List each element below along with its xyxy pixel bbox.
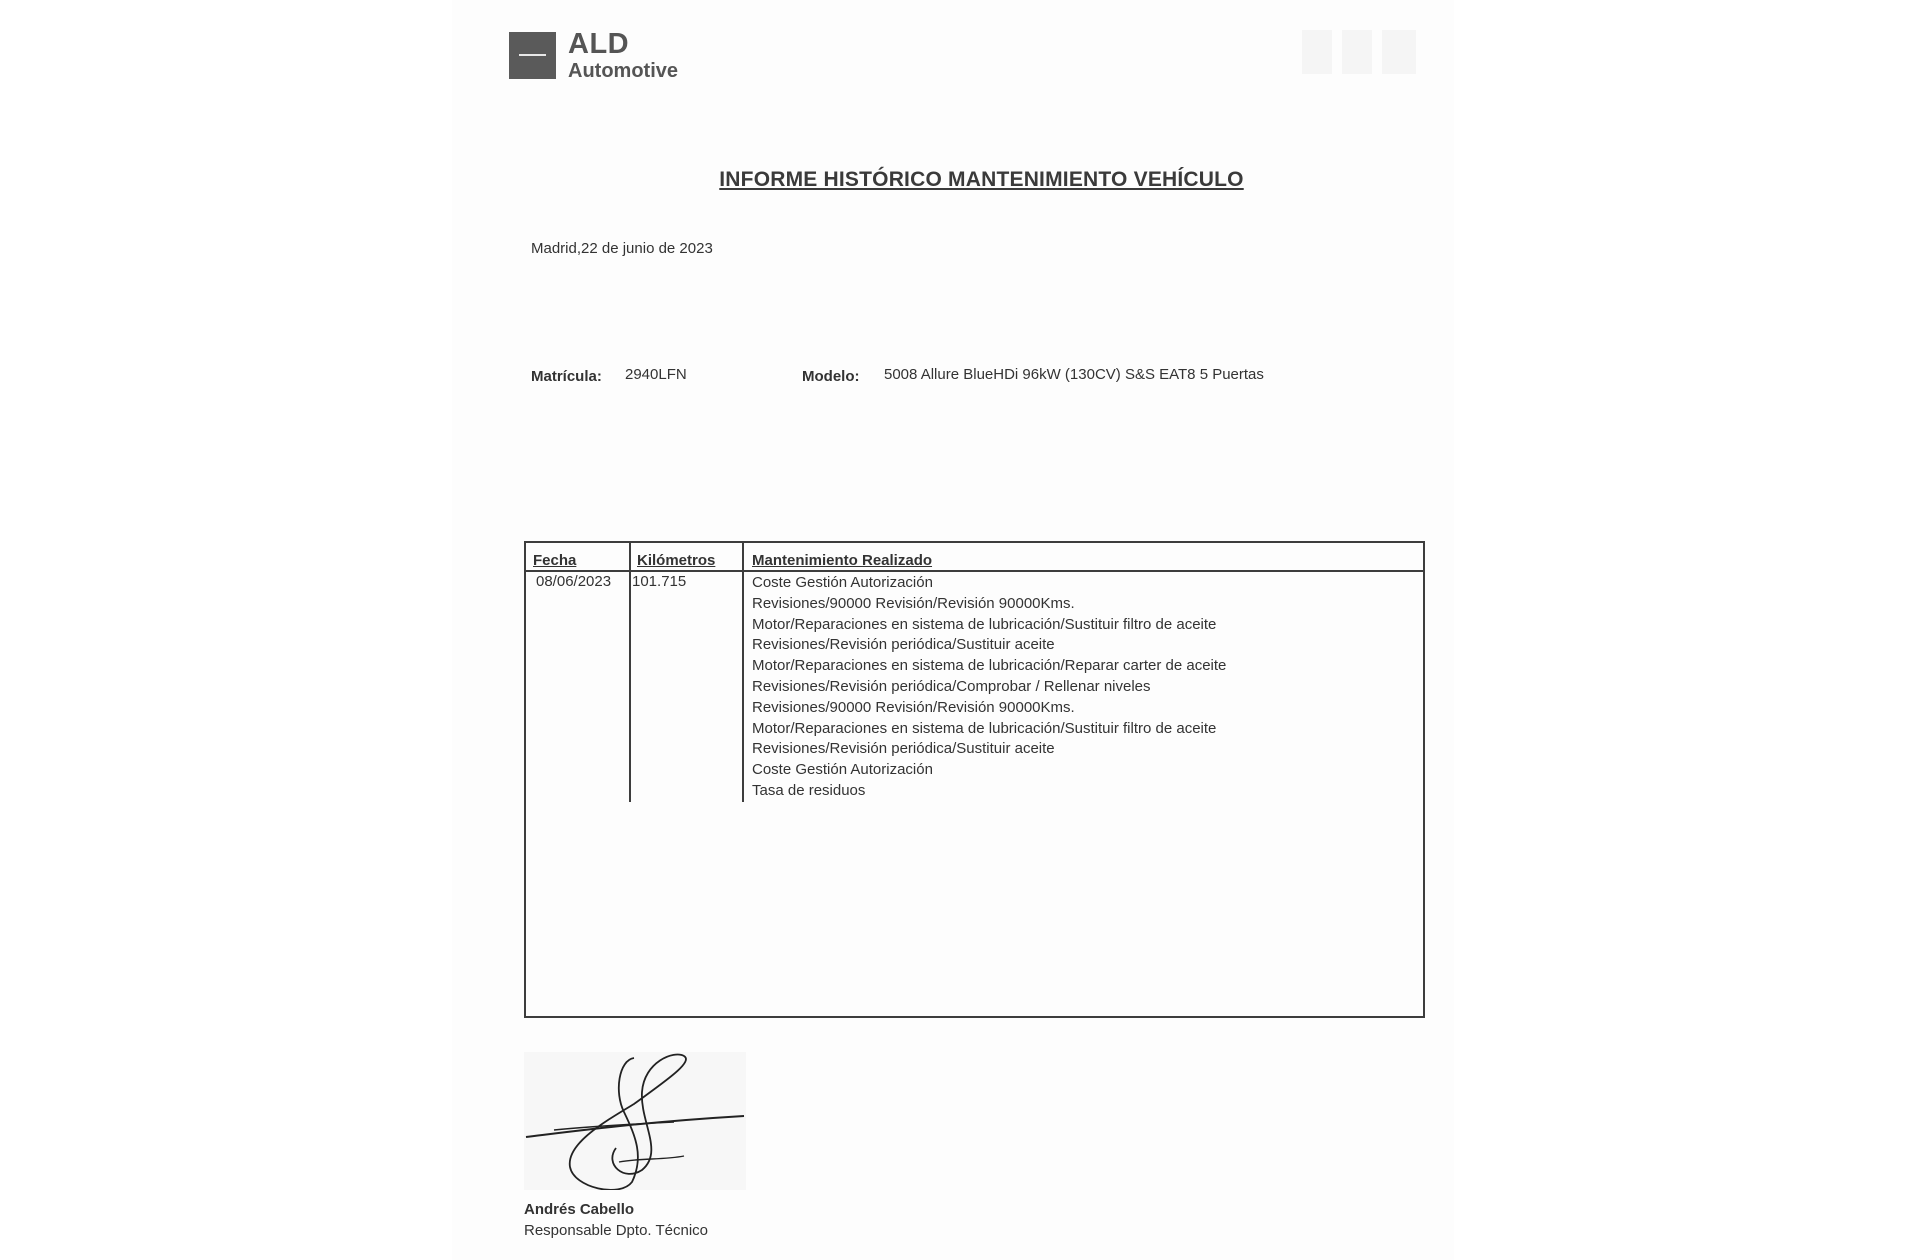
header-mantenimiento: Mantenimiento Realizado [752,552,933,569]
list-item: Revisiones/Revisión periódica/Comprobar / Rellenar niveles [752,677,1151,695]
model-label: Modelo: [802,368,860,385]
logo-wordmark [568,27,678,82]
signatory-role: Responsable Dpto. Técnico [524,1222,708,1239]
list-item: Revisiones/Revisión periódica/Sustituir aceite [752,740,1055,758]
plate-label: Matrícula: [531,368,602,385]
table-cell-km: 101.715 [632,573,687,590]
list-item: Revisiones/90000 Revisión/Revisión 90000Kms. [752,698,1075,716]
column-divider-1 [629,543,631,802]
maintenance-table [524,541,1425,1018]
logo-mark-icon [509,32,556,79]
list-item: Coste Gestión Autorización [752,761,933,779]
model-value: 5008 Allure BlueHDi 96kW (130CV) S&S EAT8 5 Puertas [884,366,1264,383]
page-title [0,168,1920,192]
ald-automotive-logo [509,27,678,82]
faint-stamp-mark [1298,26,1422,80]
maintenance-items-list [752,573,1226,802]
header-fecha: Fecha [533,552,577,569]
logo-line-2: Automotive [568,59,678,82]
table-cell-fecha: 08/06/2023 [536,573,612,590]
handwritten-signature [524,1052,746,1190]
column-divider-2 [742,543,744,802]
list-item: Motor/Reparaciones en sistema de lubricación/Sustituir filtro de aceite [752,719,1217,737]
list-item: Revisiones/Revisión periódica/Sustituir aceite [752,636,1055,654]
list-item: Tasa de residuos [752,781,866,799]
date-line: Madrid,22 de junio de 2023 [531,240,713,257]
header-kilometros: Kilómetros [637,552,716,569]
list-item: Motor/Reparaciones en sistema de lubricación/Sustituir filtro de aceite [752,615,1217,633]
table-header [526,543,1423,572]
page-title-text: INFORME HISTÓRICO MANTENIMIENTO VEHÍCULO [719,168,1244,191]
list-item: Coste Gestión Autorización [752,574,933,591]
signatory-name: Andrés Cabello [524,1201,635,1218]
list-item: Motor/Reparaciones en sistema de lubricación/Reparar carter de aceite [752,657,1227,675]
logo-line-1: ALD [568,27,630,60]
plate-value: 2940LFN [625,366,687,383]
list-item: Revisiones/90000 Revisión/Revisión 90000Kms. [752,594,1075,612]
